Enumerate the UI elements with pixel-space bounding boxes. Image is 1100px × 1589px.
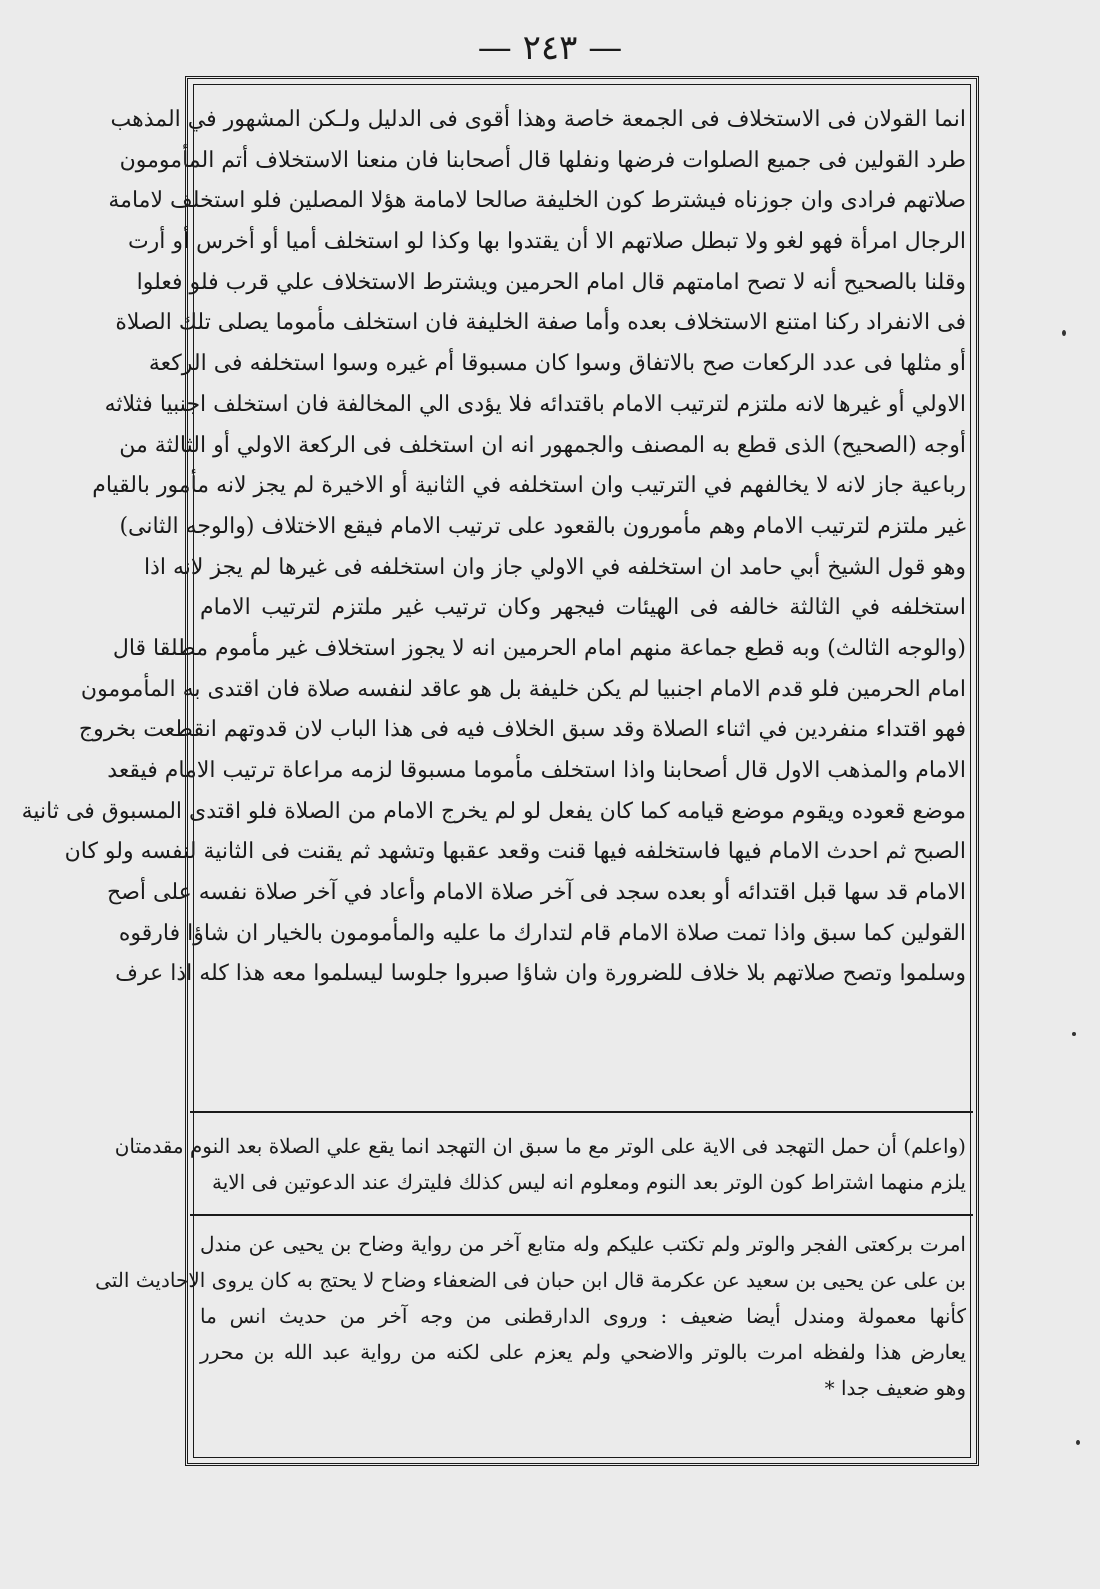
- main-line: وقلنا بالصحيح أنه لا تصح امامتهم قال امام الحرمين ويشترط الاستخلاف علي قرب فلو فعلوا: [136, 269, 966, 295]
- main-line: الرجال امرأة فهو لغو ولا تبطل صلاتهم الا أن يقتدوا بها وكذا لو استخلف أميا أو أخرس أو أرت: [127, 229, 966, 255]
- source-line: وهو ضعيف جدا *: [824, 1376, 966, 1400]
- source-line: امرت بركعتى الفجر والوتر ولم تكتب عليكم وله متابع آخر من رواية وضاح بن يحيى عن مندل: [200, 1232, 966, 1256]
- main-line: وسلموا وتصح صلاتهم بلا خلاف للضرورة وان شاؤا صبروا جلوسا ليسلموا معه هذا كله اذا عرف: [115, 961, 966, 987]
- main-line: وهو قول الشيخ أبي حامد ان استخلفه في الاولي جاز وان استخلفه فى غيرها لم يجز لانه اذا: [143, 554, 966, 580]
- note-line: (واعلم) أن حمل التهجد فى الاية على الوتر مع ما سبق ان التهجد انما يقع علي الصلاة بعد النوم مقدمتان: [114, 1134, 966, 1158]
- main-line: الصبح ثم احدث الامام فيها فاستخلفه فيها قنت وقعد عقبها وتشهد ثم يقنت فى الثانية لنفسه ولو كان: [64, 839, 966, 865]
- section-divider: [190, 1214, 973, 1216]
- scan-speck: [1072, 1032, 1076, 1036]
- main-text-block: [21, 100, 966, 995]
- note-line: يلزم منهما اشتراط كون الوتر بعد النوم ومعلوم انه ليس كذلك فليترك عند الدعوتين فى الاية: [211, 1170, 966, 1194]
- main-line: القولين كما سبق واذا تمت صلاة الامام قام لتدارك ما عليه والمأمومون بالخيار ان شاؤا فارقوه: [118, 920, 966, 946]
- source-line: بن على عن يحيى بن سعيد عن عكرمة قال ابن حبان فى الضعفاء وضاح لا يحتج به كان يروى الاحاديث التى: [95, 1268, 966, 1292]
- main-line: فى الانفراد ركنا امتنع الاستخلاف بعده وأما صفة الخليفة فان استخلف مأموما يصلى تلك الصلاة: [115, 310, 966, 336]
- main-line: أوجه (الصحيح) الذى قطع به المصنف والجمهور انه ان استخلف فى الركعة الاولي أو الثالثة من: [119, 432, 966, 458]
- main-line: صلاتهم فرادى وان جوزناه فيشترط كون الخليفة صالحا لامامة هؤلا المصلين فلو استخلف لامامة: [108, 188, 966, 214]
- main-line: رباعية جاز لانه لا يخالفهم في الترتيب وان استخلفه في الثانية أو الاخيرة لم يجز لانه مأمور بالقيام: [92, 473, 966, 499]
- main-line: فهو اقتداء منفردين في اثناء الصلاة وقد سبق الخلاف فيه فى هذا الباب لان قدوتهم انقطعت بخروج: [78, 717, 966, 743]
- main-line: امام الحرمين فلو قدم الامام اجنبيا لم يكن خليفة بل هو عاقد لنفسه صلاة فان اقتدى به المأمومون: [80, 676, 966, 702]
- main-line: أو مثلها فى عدد الركعات صح بالاتفاق وسوا كان مسبوقا أم غيره وسوا استخلفه فى الركعة: [148, 351, 966, 377]
- main-line: موضع قعوده ويقوم موضع قيامه كما كان يفعل لو لم يخرج الامام من الصلاة فلو اقتدى المسبوق فى ثانية: [21, 798, 966, 824]
- main-line: الامام والمذهب الاول قال أصحابنا واذا استخلف مأموما مسبوقا لزمه مراعاة ترتيب الامام فيقعد: [107, 758, 966, 783]
- page-number: — ٢٤٣ —: [477, 28, 623, 68]
- scan-speck: [1076, 1440, 1080, 1445]
- commentary-note-block: [114, 1128, 966, 1200]
- source-line: يعارض هذا ولفظه امرت بالوتر والاضحي ولم يعزم على لكنه من رواية عبد الله بن محرر: [200, 1340, 966, 1364]
- main-line: انما القولان فى الاستخلاف فى الجمعة خاصة وهذا أقوى فى الدليل ولـكن المشهور في المذهب: [110, 107, 966, 132]
- section-divider: [190, 1111, 973, 1113]
- main-line: (والوجه الثالث) وبه قطع جماعة منهم امام الحرمين انه لا يجوز استخلاف غير مأموم مطلقا قال: [112, 635, 966, 661]
- scan-speck: [1062, 330, 1066, 336]
- hadith-source-block: [95, 1226, 966, 1406]
- main-line: الامام قد سها قبل اقتدائه أو بعده سجد فى آخر صلاة الامام وأعاد في آخر صلاة نفسه على أصح: [107, 880, 966, 906]
- source-line: كأنها معمولة ومندل أيضا ضعيف : وروى الدارقطنى من وجه آخر من حديث انس ما: [200, 1304, 966, 1328]
- main-line: الاولي أو غيرها لانه ملتزم لترتيب الامام باقتدائه فلا يؤدى الي المخالفة فان استخلف اجنبيا فثلاثه: [104, 391, 966, 417]
- main-line: غير ملتزم لترتيب الامام وهم مأمورون بالقعود على ترتيب الامام فيقع الاختلاف (والوجه الثانى): [119, 513, 966, 539]
- main-line: استخلفه في الثالثة خالفه فى الهيئات فيجهر وكان ترتيب غير ملتزم لترتيب الامام: [200, 595, 966, 621]
- main-line: طرد القولين فى جميع الصلوات فرضها ونفلها قال أصحابنا فان منعنا الاستخلاف أتم المأمومون: [119, 147, 966, 173]
